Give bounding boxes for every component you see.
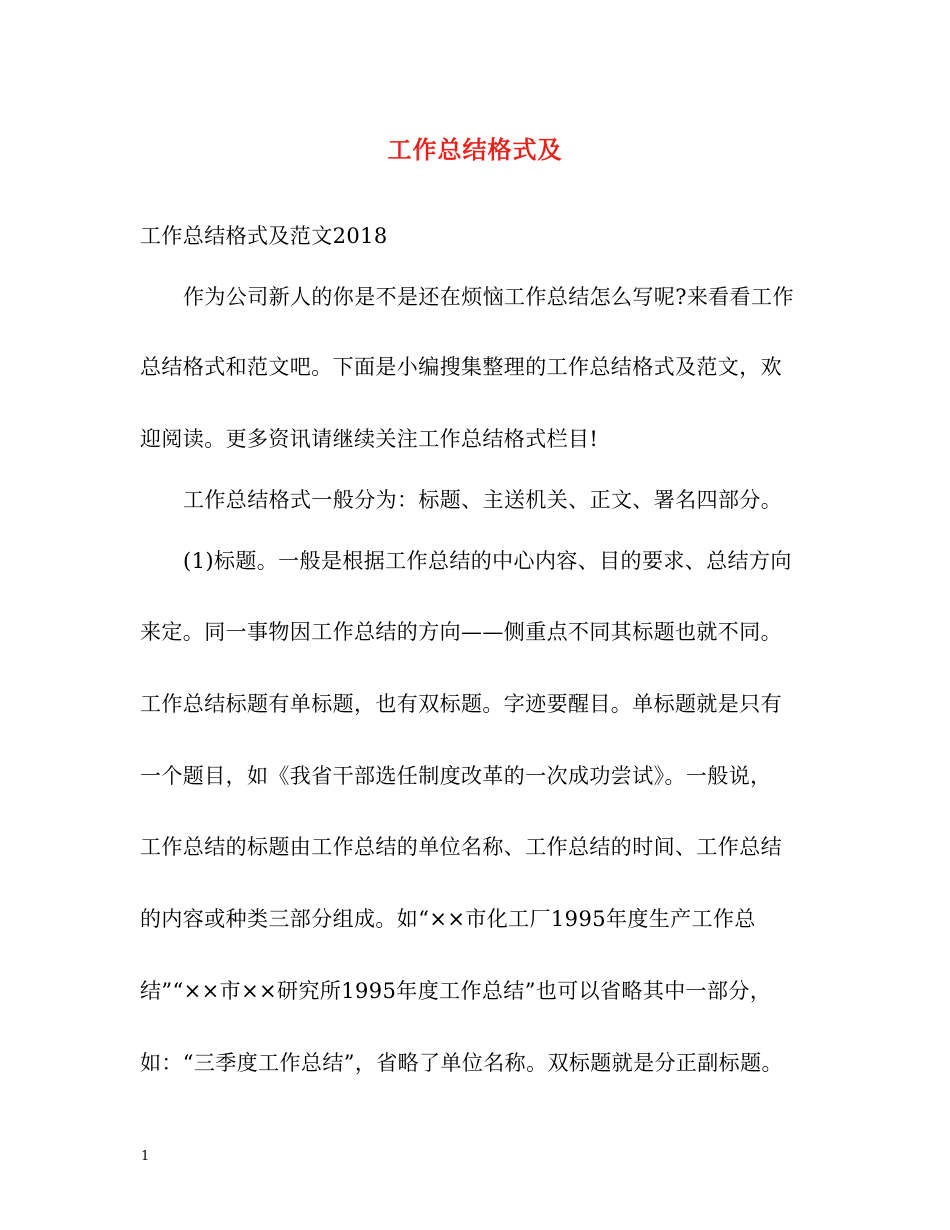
body-line: (1)标题。一般是根据工作总结的中心内容、目的要求、总结方向 — [183, 549, 792, 573]
body-line: 工作总结标题有单标题，也有双标题。字迹要醒目。单标题就是只有 — [140, 692, 782, 716]
body-line: 工作总结格式一般分为：标题、主送机关、正文、署名四部分。 — [183, 488, 783, 512]
body-line: 工作总结的标题由工作总结的单位名称、工作总结的时间、工作总结 — [140, 835, 782, 859]
body-line: 结”“××市××研究所1995年度工作总结”也可以省略其中一部分， — [140, 979, 772, 1003]
body-line: 总结格式和范文吧。下面是小编搜集整理的工作总结格式及范文，欢 — [140, 355, 782, 379]
body-line: 如：“三季度工作总结”，省略了单位名称。双标题就是分正副标题。 — [140, 1051, 783, 1075]
body-line: 的内容或种类三部分组成。如“××市化工厂1995年度生产工作总 — [140, 907, 756, 931]
subtitle-line: 工作总结格式及范文2018 — [140, 224, 388, 248]
document-title: 工作总结格式及 — [387, 135, 563, 164]
body-line: 作为公司新人的你是不是还在烦恼工作总结怎么写呢?来看看工作 — [183, 285, 794, 309]
body-line: 迎阅读。更多资讯请继续关注工作总结格式栏目! — [140, 427, 599, 451]
page-number: 1 — [141, 1149, 150, 1164]
body-line: 来定。同一事物因工作总结的方向——侧重点不同其标题也就不同。 — [140, 620, 782, 644]
body-line: 一个题目，如《我省干部选任制度改革的一次成功尝试》。一般说， — [140, 764, 772, 788]
